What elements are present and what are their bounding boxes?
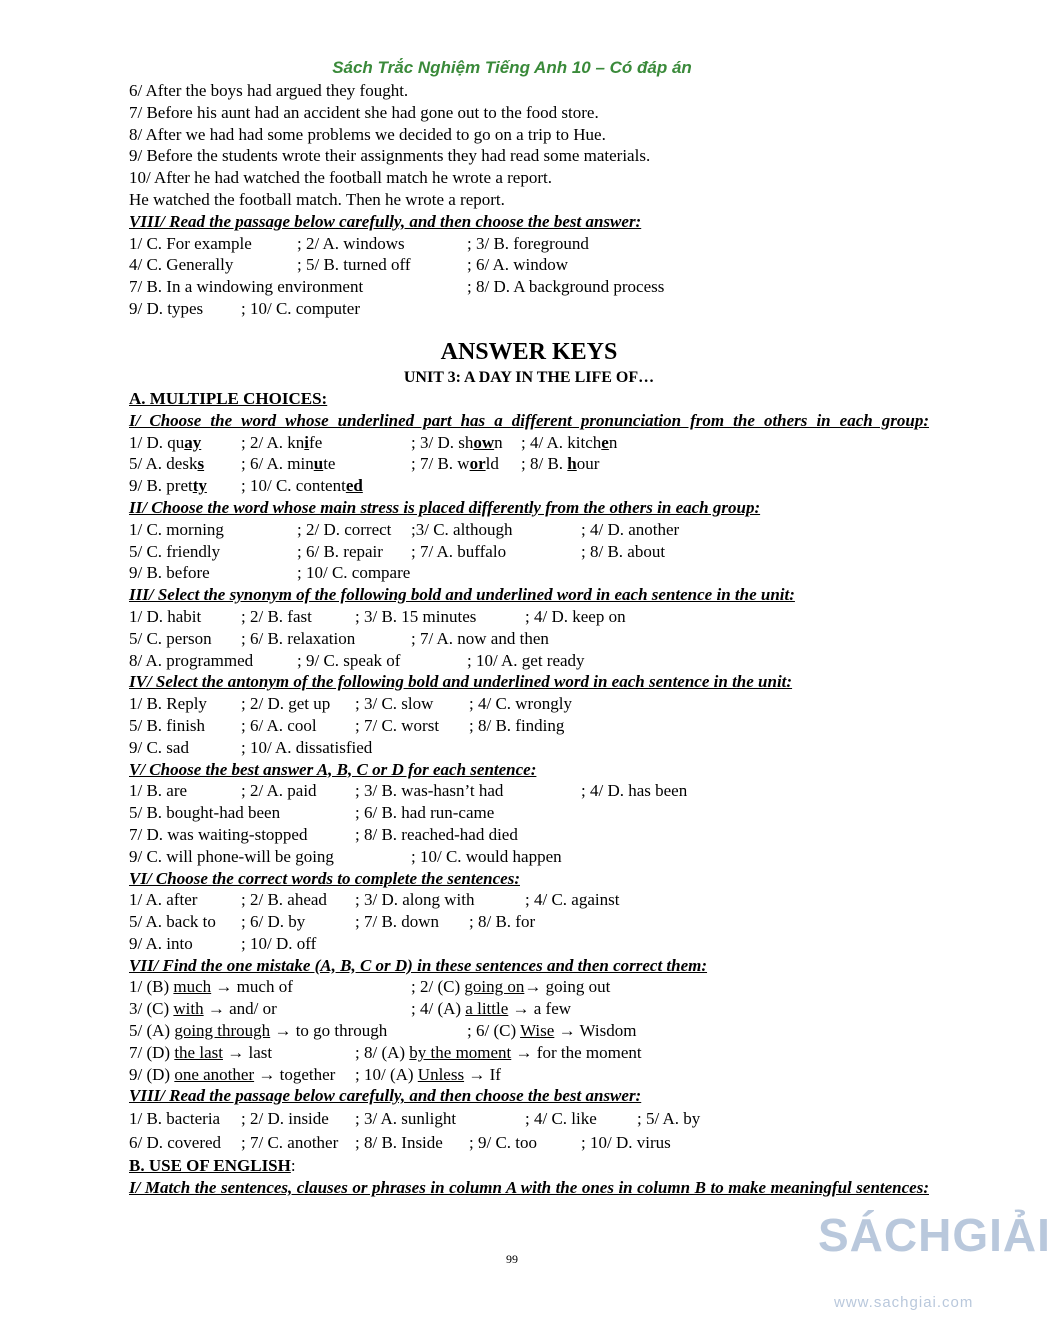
answer: 5/ C. person xyxy=(129,628,212,648)
mistake-text: Wise xyxy=(520,1021,555,1041)
answer-row xyxy=(129,1064,929,1086)
answer: ; 2/ B. ahead xyxy=(241,890,327,910)
underlined-part: or xyxy=(469,454,486,474)
answer-text: ; 10/ C. content xyxy=(241,476,346,496)
watermark-logo: SÁCHGIẢI xyxy=(818,1209,1051,1261)
correction-text: → a few xyxy=(508,999,572,1019)
answer: 5/ A. back to xyxy=(129,912,216,932)
answer xyxy=(241,432,322,454)
underlined-part: i xyxy=(304,432,310,452)
answer: ; 6/ A. cool xyxy=(241,715,317,735)
answer-row xyxy=(129,650,929,672)
answer: ; 3/ B. 15 minutes xyxy=(355,606,477,626)
answer-text: ; 4/ (A) xyxy=(411,999,466,1019)
answer-row xyxy=(129,715,929,737)
answer: ; 10/ D. off xyxy=(241,933,317,953)
answer: ; 10/ C. compare xyxy=(297,563,411,583)
mistake-text: Unless xyxy=(417,1064,465,1084)
answer-row xyxy=(129,254,929,276)
text-line: 6/ After the boys had argued they fought. xyxy=(129,81,409,100)
answer-row xyxy=(129,606,929,628)
answer-text: n xyxy=(494,432,503,452)
answer-text: ; 3/ D. sh xyxy=(411,432,474,452)
correction-text: → much of xyxy=(211,977,293,997)
answer: ; 8/ B. finding xyxy=(469,715,565,735)
answer: ; 3/ B. foreground xyxy=(467,233,589,253)
answer xyxy=(241,453,335,475)
answer-row xyxy=(129,298,929,320)
answer-row xyxy=(129,276,929,298)
section-heading: I/ Match the sentences, clauses or phrases in column A with the ones in column B to make meaningful sentences: xyxy=(129,1178,929,1198)
answer xyxy=(129,453,204,475)
answer: 1/ C. morning xyxy=(129,519,224,539)
part-b-heading xyxy=(129,1155,929,1177)
answer: ; 3/ A. sunlight xyxy=(355,1109,457,1129)
answer xyxy=(129,475,207,497)
answer: ; 10/ C. would happen xyxy=(411,846,562,866)
part-a-heading: A. MULTIPLE CHOICES: xyxy=(129,388,328,408)
answer-text: n xyxy=(608,432,618,452)
part-b-colon: : xyxy=(290,1156,296,1176)
answer-text: 1/ (B) xyxy=(129,977,174,997)
answer: ; 3/ B. was-hasn’t had xyxy=(355,781,504,801)
mistake-text: going on xyxy=(464,977,525,997)
answer: 8/ A. programmed xyxy=(129,650,254,670)
answer: ; 2/ A. paid xyxy=(241,781,317,801)
answer-row xyxy=(129,1131,929,1155)
answer: ; 7/ A. now and then xyxy=(411,628,549,648)
answer: 9/ A. into xyxy=(129,933,193,953)
answer: ; 2/ A. windows xyxy=(297,233,405,253)
page-number: 99 xyxy=(506,1252,518,1266)
underlined-part: u xyxy=(313,454,324,474)
mistake-text: a little xyxy=(465,999,509,1019)
answer-text: ; 2/ A. kn xyxy=(241,432,305,452)
answer: 9/ D. types xyxy=(129,298,204,318)
answer: ; 10/ C. computer xyxy=(241,298,360,318)
answer-row xyxy=(129,1042,929,1064)
answer: 1/ D. habit xyxy=(129,606,202,626)
answer-text: ; 7/ B. w xyxy=(411,454,470,474)
answer: ; 4/ C. like xyxy=(525,1109,597,1129)
answer: 5/ B. bought-had been xyxy=(129,803,281,823)
answer xyxy=(129,432,201,454)
section-heading: I/ Choose the word whose underlined part has a different pronunciation from the others in each group: xyxy=(129,410,929,430)
answer-text: 9/ B. pret xyxy=(129,476,193,496)
answer-text: 3/ (C) xyxy=(129,999,174,1019)
answer xyxy=(355,1064,501,1086)
answer-text: ; 4/ A. kitch xyxy=(521,432,602,452)
correction-text: → going out xyxy=(524,977,611,997)
answer-row xyxy=(129,976,929,998)
text-line: He watched the football match. Then he wrote a report. xyxy=(129,189,505,209)
unit-title: UNIT 3: A DAY IN THE LIFE OF… xyxy=(403,368,655,386)
answer-keys-title: ANSWER KEYS xyxy=(440,338,618,365)
answer xyxy=(355,1042,642,1064)
answer: ; 4/ D. keep on xyxy=(525,606,626,626)
answer: ; 6/ B. had run-came xyxy=(355,803,495,823)
answer-text: ; 2/ (C) xyxy=(411,977,465,997)
section-heading: VIII/ Read the passage below carefully, and then choose the best answer: xyxy=(129,211,642,231)
section-heading: II/ Choose the word whose main stress is placed differently from the others in each group: xyxy=(129,497,761,517)
answer: ; 6/ D. by xyxy=(241,912,306,932)
answer: ; 10/ D. virus xyxy=(581,1133,671,1153)
answer-row xyxy=(129,562,929,584)
section-heading: III/ Select the synonym of the following bold and underlined word in each sentence in the unit: xyxy=(129,585,795,605)
answer: ; 3/ D. along with xyxy=(355,890,475,910)
answer: ; 2/ D. inside xyxy=(241,1109,329,1129)
answer: ; 6/ B. relaxation xyxy=(241,628,356,648)
answer: ; 7/ A. buffalo xyxy=(411,541,507,561)
page-header: Sách Trắc Nghiệm Tiếng Anh 10 – Có đáp án xyxy=(332,58,692,77)
answer xyxy=(129,1064,335,1086)
top-lines xyxy=(129,80,929,211)
answer: ; 4/ C. wrongly xyxy=(469,694,572,714)
answer: 1/ A. after xyxy=(129,890,198,910)
answer: ; 7/ C. worst xyxy=(355,715,440,735)
answer: 1/ B. Reply xyxy=(129,694,207,714)
answer: 1/ B. bacteria xyxy=(129,1109,221,1129)
answer xyxy=(411,976,610,998)
mistake-text: by the moment xyxy=(409,1042,512,1062)
answer: ; 10/ A. dissatisfied xyxy=(241,737,373,757)
correction-text: → and/ or xyxy=(203,999,277,1019)
answer-row xyxy=(129,933,929,955)
answer-text: ; 8/ B. xyxy=(521,454,568,474)
section-heading: VII/ Find the one mistake (A, B, C or D) in these sentences and then correct them: xyxy=(129,955,708,975)
mistake-text: much xyxy=(173,977,212,997)
answer: ; 2/ B. fast xyxy=(241,606,312,626)
answer-row xyxy=(129,802,929,824)
underlined-part: s xyxy=(197,454,205,474)
answer: ; 9/ C. too xyxy=(469,1133,538,1153)
answer xyxy=(129,976,293,998)
answer-text: our xyxy=(576,454,600,474)
answer-text: 5/ A. desk xyxy=(129,454,198,474)
answer-row xyxy=(129,737,929,759)
answer-row xyxy=(129,628,929,650)
answer-row xyxy=(129,519,929,541)
text-line: 9/ Before the students wrote their assignments they had read some materials. xyxy=(129,146,651,166)
answer-text: 1/ D. qu xyxy=(129,432,185,452)
correction-text: → last xyxy=(222,1042,273,1062)
correction-text: → for the moment xyxy=(511,1042,642,1062)
section-heading: VIII/ Read the passage below carefully, and then choose the best answer: xyxy=(129,1086,642,1106)
answer xyxy=(129,1020,387,1042)
mistake-text: going through xyxy=(174,1021,271,1041)
mistake-text: one another xyxy=(174,1064,255,1084)
answer: 9/ B. before xyxy=(129,563,210,583)
underlined-part: ed xyxy=(345,476,363,496)
answer xyxy=(521,432,617,454)
answer xyxy=(241,475,363,497)
answer xyxy=(467,1020,636,1042)
underlined-part: e xyxy=(601,432,609,452)
answer: ; 8/ B. reached-had died xyxy=(355,824,518,844)
correction-text: → to go through xyxy=(270,1021,388,1041)
answer: ; 6/ A. window xyxy=(467,255,569,275)
mistake-text: with xyxy=(173,999,204,1019)
answer: 5/ B. finish xyxy=(129,715,206,735)
page-content xyxy=(129,80,929,1199)
answer: 1/ C. For example xyxy=(129,233,252,253)
mistake-text: the last xyxy=(174,1042,223,1062)
answer-row xyxy=(129,1020,929,1042)
answer-text: 7/ (D) xyxy=(129,1042,175,1062)
answer xyxy=(411,998,571,1020)
answer: ; 8/ B. about xyxy=(581,541,666,561)
answer xyxy=(129,1042,272,1064)
answer-row xyxy=(129,1107,929,1131)
text-line: 10/ After he had watched the football match he wrote a report. xyxy=(129,168,552,188)
answer: 6/ D. covered xyxy=(129,1133,222,1153)
correction-text: → Wisdom xyxy=(554,1021,637,1041)
answer-text: ; 6/ (C) xyxy=(467,1021,521,1041)
underlined-part: ty xyxy=(192,476,207,496)
answer: ; 7/ C. another xyxy=(241,1133,339,1153)
answer: ; 3/ C. slow xyxy=(355,694,434,714)
answer-row xyxy=(129,780,929,802)
answer: ; 8/ D. A background process xyxy=(467,277,665,297)
section-heading: VI/ Choose the correct words to complete the sentences: xyxy=(129,868,520,888)
answer: ; 4/ C. against xyxy=(525,890,620,910)
answer: 9/ C. sad xyxy=(129,737,189,757)
answer: ;3/ C. although xyxy=(411,519,513,539)
answer xyxy=(411,432,503,454)
answer: 9/ C. will phone-will be going xyxy=(129,846,334,866)
part-b-title: B. USE OF ENGLISH xyxy=(129,1156,291,1176)
answer-row xyxy=(129,233,929,255)
answer: ; 8/ B. for xyxy=(469,912,536,932)
answer: 7/ B. In a windowing environment xyxy=(129,277,364,297)
answer-row xyxy=(129,432,929,454)
underlined-part: ow xyxy=(473,432,495,452)
answer: ; 10/ A. get ready xyxy=(467,650,585,670)
correction-text: → If xyxy=(464,1064,501,1084)
answer-text: fe xyxy=(309,432,323,452)
answer: ; 4/ D. another xyxy=(581,519,680,539)
answer-text: 9/ (D) xyxy=(129,1064,175,1084)
answer-row xyxy=(129,889,929,911)
answer-text: ld xyxy=(485,454,499,474)
answer-text: 5/ (A) xyxy=(129,1021,175,1041)
underlined-part: ay xyxy=(184,432,202,452)
answer: 7/ D. was waiting-stopped xyxy=(129,824,308,844)
answer-text: ; 6/ A. min xyxy=(241,454,314,474)
answer: 1/ B. are xyxy=(129,781,188,801)
answer-row xyxy=(129,998,929,1020)
answer: 4/ C. Generally xyxy=(129,255,234,275)
answer: ; 5/ B. turned off xyxy=(297,255,411,275)
answer: ; 2/ D. get up xyxy=(241,694,331,714)
answer-row xyxy=(129,453,929,475)
text-line: 8/ After we had had some problems we decided to go on a trip to Hue. xyxy=(129,124,606,144)
answer-row xyxy=(129,846,929,868)
answer xyxy=(129,998,277,1020)
section-heading: IV/ Select the antonym of the following bold and underlined word in each sentence in the unit: xyxy=(129,672,793,692)
answer-text: ; 8/ (A) xyxy=(355,1042,410,1062)
answer: ; 7/ B. down xyxy=(355,912,440,932)
answer-row xyxy=(129,541,929,563)
answer-row xyxy=(129,824,929,846)
answer-text: te xyxy=(323,454,336,474)
answer: ; 4/ D. has been xyxy=(581,781,688,801)
answer-row xyxy=(129,475,929,497)
underlined-part: h xyxy=(567,454,577,474)
answer-row xyxy=(129,911,929,933)
answer: ; 8/ B. Inside xyxy=(355,1133,443,1153)
answer: ; 6/ B. repair xyxy=(297,541,383,561)
answer xyxy=(521,453,599,475)
answer: 5/ C. friendly xyxy=(129,541,221,561)
answer: ; 5/ A. by xyxy=(637,1109,701,1129)
answer: ; 9/ C. speak of xyxy=(297,650,401,670)
text-line: 7/ Before his aunt had an accident she had gone out to the food store. xyxy=(129,102,599,122)
correction-text: → together xyxy=(254,1064,336,1084)
watermark-url: www.sachgiai.com xyxy=(834,1294,974,1311)
answer: ; 2/ D. correct xyxy=(297,519,392,539)
section-heading: V/ Choose the best answer A, B, C or D for each sentence: xyxy=(129,759,537,779)
answer-text: ; 10/ (A) xyxy=(355,1064,418,1084)
answer-row xyxy=(129,693,929,715)
answer xyxy=(411,453,499,475)
